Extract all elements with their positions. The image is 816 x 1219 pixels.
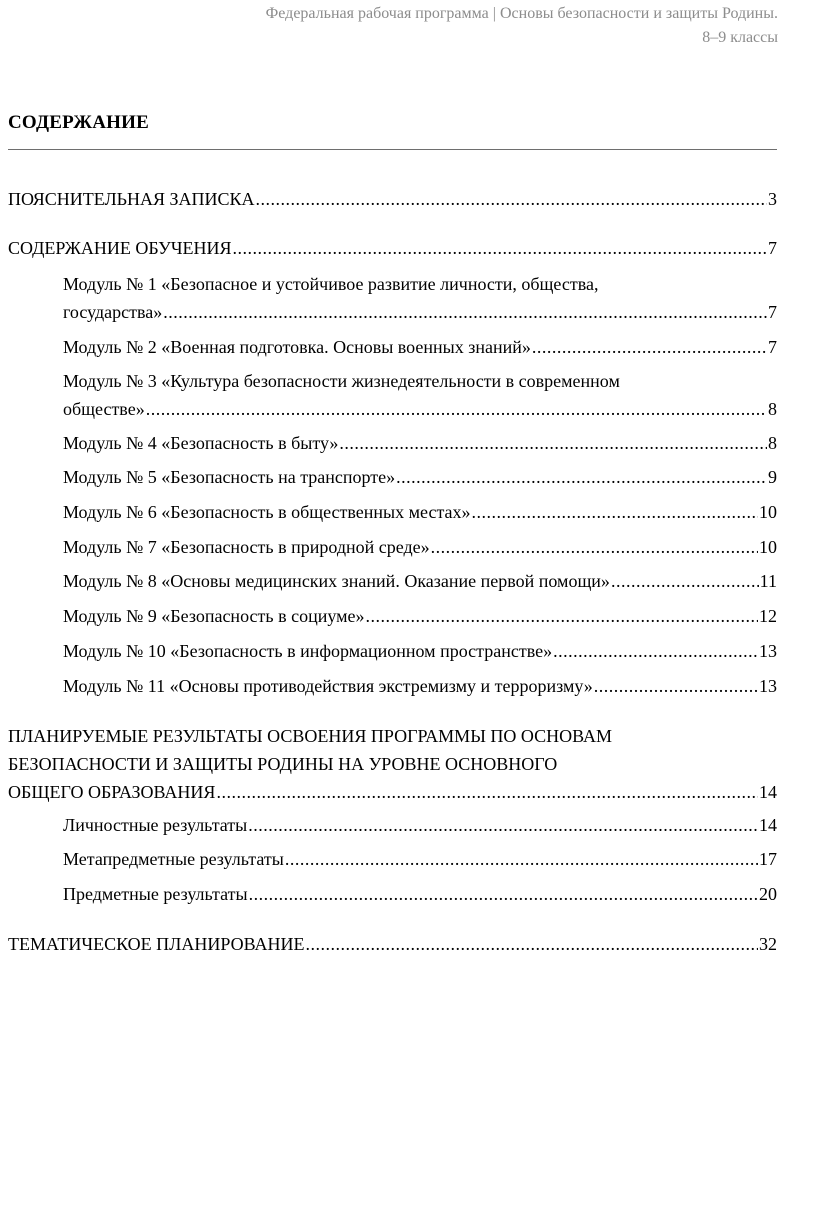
toc-entry-label-line: ПЛАНИРУЕМЫЕ РЕЗУЛЬТАТЫ ОСВОЕНИЯ ПРОГРАММЫ ПО ОСНОВАМ [8,726,612,746]
toc-page-number: 9 [768,467,777,487]
toc-leader-dots [431,533,758,561]
toc-page-number: 32 [759,934,777,954]
toc-entry-module-9[interactable] [63,602,777,630]
toc-entry-label: Модуль № 5 «Безопасность на транспорте» [63,467,396,487]
toc-entry-label: Модуль № 10 «Безопасность в информационном пространстве» [63,641,553,661]
running-header [78,2,778,50]
toc-leader-dots [249,880,758,908]
toc-entry-label: СОДЕРЖАНИЕ ОБУЧЕНИЯ [8,238,232,258]
toc-entry-module-6[interactable] [63,498,777,526]
toc-entry-module-2[interactable] [63,333,777,361]
toc-page-number: 11 [759,571,777,591]
page-title: СОДЕРЖАНИЕ [8,112,149,133]
toc-leader-dots [216,778,758,806]
toc-leader-dots [532,333,767,361]
toc-leader-dots [472,498,758,526]
toc-entry-label: Модуль № 9 «Безопасность в социуме» [63,606,365,626]
toc-entry-subject-results[interactable] [63,880,777,908]
toc-page-number: 13 [759,641,777,661]
toc-entry-label: ПОЯСНИТЕЛЬНАЯ ЗАПИСКА [8,189,255,209]
toc-entry-label: Модуль № 2 «Военная подготовка. Основы военных знаний» [63,337,531,357]
toc-entry-label-line: Модуль № 3 «Культура безопасности жизнедеятельности в современном [63,371,620,391]
toc-page-number: 7 [768,302,777,322]
title-divider [8,149,777,150]
toc-leader-dots [365,602,758,630]
toc-entry-content[interactable] [8,234,777,262]
toc-entry-label: Модуль № 7 «Безопасность в природной среде» [63,537,430,557]
toc-page-number: 14 [759,782,777,802]
toc-leader-dots [339,429,767,457]
toc-entry-module-4[interactable] [63,429,777,457]
toc-entry-label: Модуль № 8 «Основы медицинских знаний. Оказание первой помощи» [63,571,610,591]
toc-leader-dots [256,185,767,213]
toc-entry-module-10[interactable] [63,637,777,665]
toc-entry-label: государства» [63,302,163,322]
toc-leader-dots [163,298,767,326]
toc-entry-last-line [63,395,777,423]
toc-entry-label: Предметные результаты [63,884,248,904]
toc-entry-label-line: Модуль № 1 «Безопасное и устойчивое развитие личности, общества, [63,274,599,294]
toc-leader-dots [285,845,758,873]
toc-page-number: 12 [759,606,777,626]
toc-entry-metasubject-results[interactable] [63,845,777,873]
header-line-2: 8–9 классы [702,29,778,46]
toc-leader-dots [553,637,758,665]
toc-entry-label: Модуль № 11 «Основы противодействия экстремизму и терроризму» [63,676,593,696]
toc-entry-label: Метапредметные результаты [63,849,284,869]
toc-entry-module-7[interactable] [63,533,777,561]
toc-page-number: 20 [759,884,777,904]
toc-entry-label-line: БЕЗОПАСНОСТИ И ЗАЩИТЫ РОДИНЫ НА УРОВНЕ ОСНОВНОГО [8,754,558,774]
toc-entry-last-line [8,778,777,806]
toc-entry-module-3[interactable] [63,367,777,423]
toc-entry-module-5[interactable] [63,463,777,491]
toc-entry-label: обществе» [63,399,145,419]
toc-page-number: 10 [759,537,777,557]
toc-leader-dots [233,234,767,262]
toc-entry-label: Модуль № 6 «Безопасность в общественных местах» [63,502,471,522]
toc-entry-label: Личностные результаты [63,815,248,835]
toc-entry-last-line [63,298,777,326]
toc-leader-dots [594,672,758,700]
toc-page-number: 10 [759,502,777,522]
header-line-1: Федеральная рабочая программа | Основы безопасности и защиты Родины. [265,5,778,22]
toc-page-number: 8 [768,433,777,453]
toc-leader-dots [611,567,759,595]
toc-entry-explanatory-note[interactable] [8,185,777,213]
toc-page-number: 7 [768,238,777,258]
toc-entry-module-1[interactable] [63,270,777,326]
toc-page-number: 14 [759,815,777,835]
toc-page-number: 13 [759,676,777,696]
toc-entry-planned-results[interactable] [8,722,777,806]
toc-page-number: 7 [768,337,777,357]
toc-leader-dots [305,930,758,958]
toc-entry-label: ОБЩЕГО ОБРАЗОВАНИЯ [8,782,216,802]
toc-leader-dots [396,463,767,491]
toc-leader-dots [248,811,758,839]
toc-entry-thematic-planning[interactable] [8,930,777,958]
toc-page-number: 3 [768,189,777,209]
toc-page-number: 17 [759,849,777,869]
toc-entry-personal-results[interactable] [63,811,777,839]
toc-leader-dots [146,395,767,423]
toc-entry-module-8[interactable] [63,567,777,595]
toc-page-number: 8 [768,399,777,419]
toc-entry-label: ТЕМАТИЧЕСКОЕ ПЛАНИРОВАНИЕ [8,934,305,954]
toc-entry-label: Модуль № 4 «Безопасность в быту» [63,433,339,453]
toc-entry-module-11[interactable] [63,672,777,700]
